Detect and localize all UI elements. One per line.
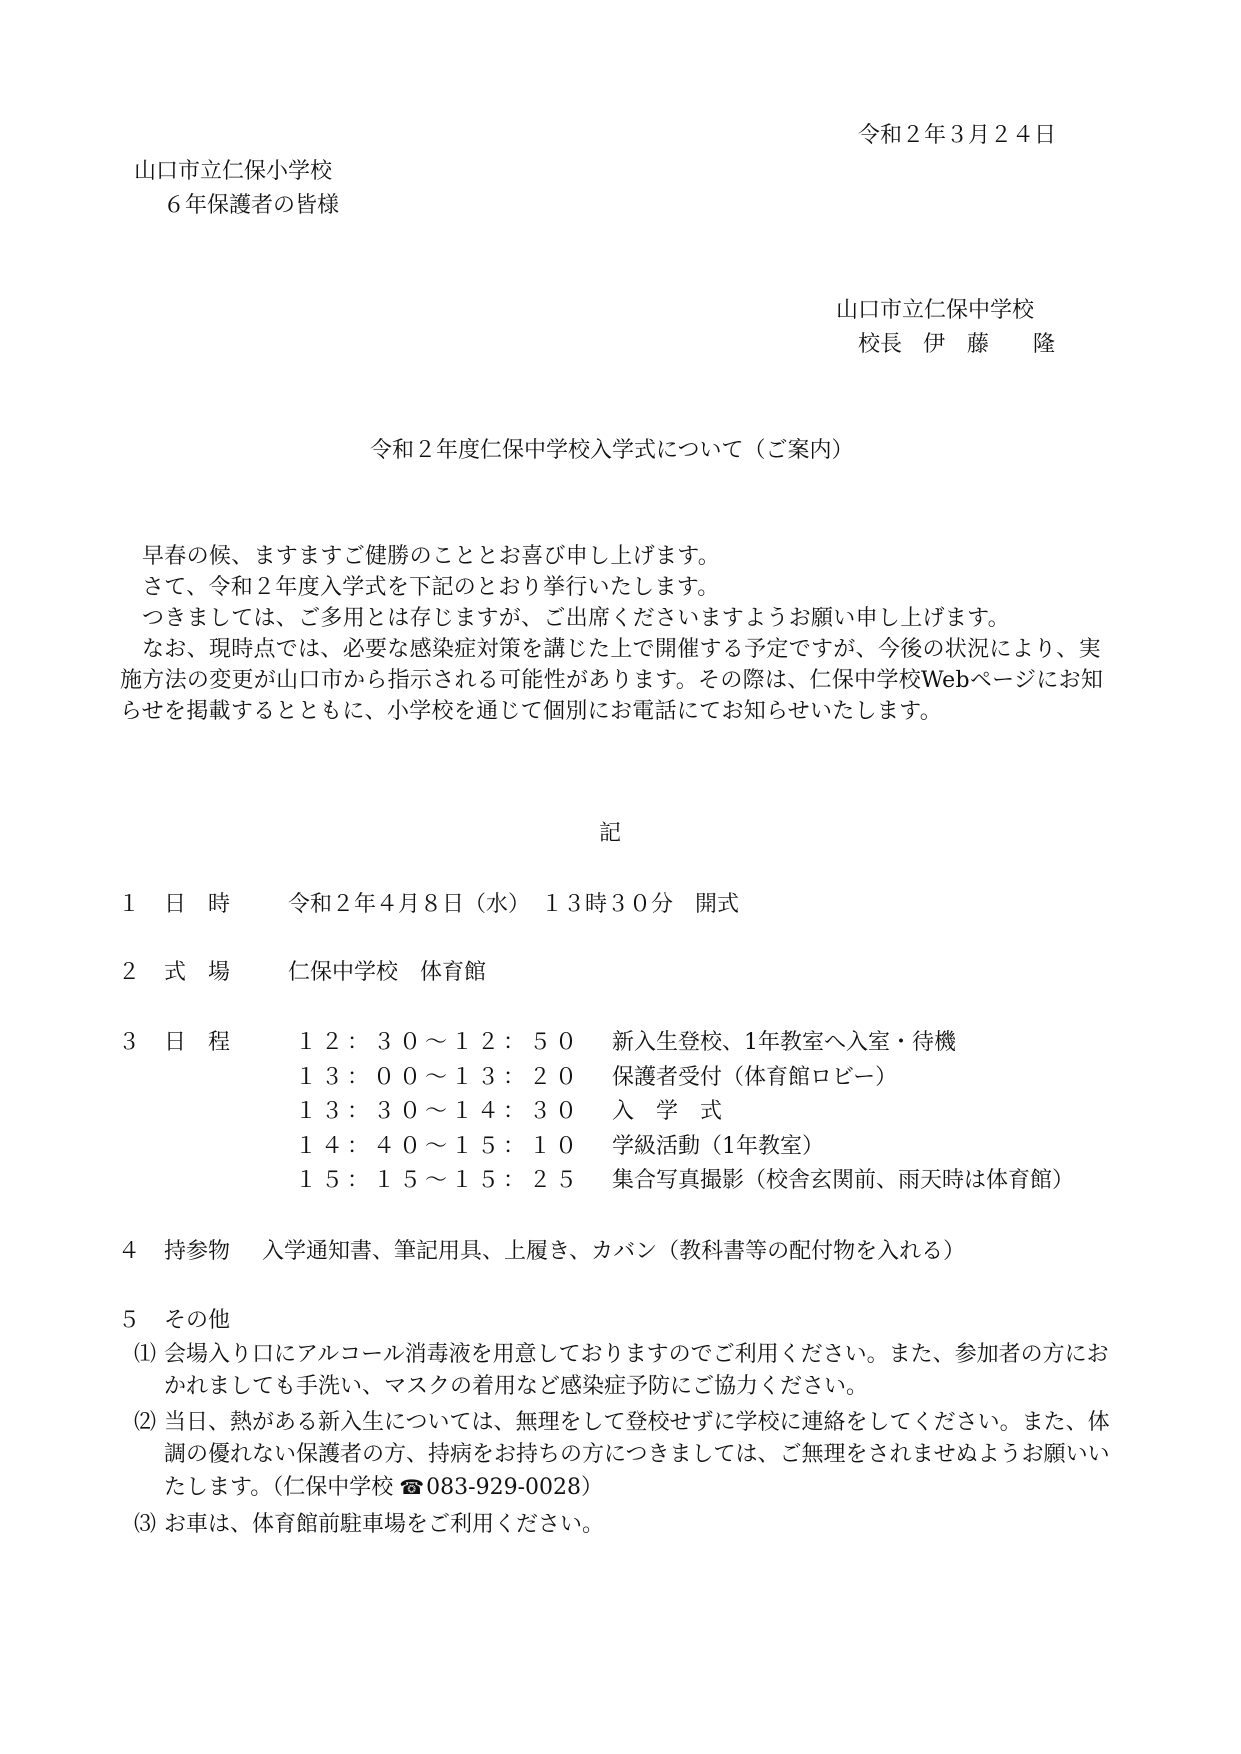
- principal-title: 校長: [858, 332, 903, 357]
- section-number: ５: [118, 1308, 141, 1333]
- section-date-time: [118, 892, 740, 917]
- section-other: [118, 1308, 231, 1333]
- recipient-parents: ６年保護者の皆様: [163, 193, 340, 218]
- item-text-close: ）: [581, 1475, 604, 1500]
- body-text: [120, 541, 1120, 727]
- principal-name: 伊 藤 隆: [923, 332, 1056, 357]
- section-label: 持参物: [164, 1239, 231, 1264]
- document-date: 令和２年３月２４日: [858, 123, 1057, 148]
- section-number: ２: [118, 960, 141, 985]
- section-label: 式 場: [164, 960, 231, 985]
- other-item-3: [134, 1509, 1124, 1541]
- item-text-block: [134, 1407, 1124, 1504]
- sender-principal: [858, 334, 1055, 356]
- schedule-activity: 新入生登校、1年教室へ入室・待機: [612, 1030, 956, 1055]
- item-text: 会場入り口にアルコール消毒液を用意しておりますのでご利用ください。また、参加者の方におかれましても手洗い、マスクの着用など感染症予防にご協力ください。: [164, 1342, 1109, 1399]
- notice-paragraph: なお、現時点では、必要な感染症対策を講じた上で開催する予定ですが、今後の状況により、実施方法の変更が山口市から指示される可能性があります。その際は、仁保中学校Webページにお知らせを掲載するとともに、小学校を通じて個別にお電話にてお知らせいたします。: [120, 637, 1104, 724]
- section-belongings: [118, 1239, 966, 1264]
- phone-number: 083-929-0028: [426, 1475, 582, 1500]
- section-value: 令和２年４月８日（水） １３時３０分 開式: [288, 892, 740, 917]
- section-number: ４: [118, 1239, 141, 1264]
- schedule-time: １３：３０～１４：３０: [295, 1099, 582, 1124]
- section-venue: [118, 960, 487, 985]
- document-title: 令和２年度仁保中学校入学式について（ご案内）: [370, 438, 854, 463]
- other-item-1: [134, 1339, 1124, 1403]
- section-number: ３: [118, 1030, 141, 1055]
- item-text: お車は、体育館前駐車場をご利用ください。: [164, 1512, 605, 1537]
- schedule-activity: 保護者受付（体育館ロビー）: [612, 1065, 898, 1090]
- section-label: その他: [164, 1308, 231, 1333]
- section-label: 日 程: [164, 1030, 231, 1055]
- other-item-2: [134, 1407, 1124, 1504]
- schedule-activity: 集合写真撮影（校舎玄関前、雨天時は体育館）: [612, 1168, 1075, 1193]
- section-schedule: [118, 1030, 231, 1055]
- item-number: ⑴: [134, 1342, 157, 1367]
- schedule-activity: 学級活動（1年教室）: [612, 1134, 824, 1159]
- announcement-paragraph: さて、令和２年度入学式を下記のとおり挙行いたします。: [142, 575, 720, 600]
- item-number: ⑶: [134, 1512, 157, 1537]
- schedule-time: １２：３０～１２：５０: [295, 1030, 582, 1055]
- telephone-icon: ☎: [399, 1475, 425, 1499]
- item-text: 当日、熱がある新入生については、無理をして登校せずに学校に連絡をしてください。また、体調の優れない保護者の方、持病をお持ちの方につきましては、ご無理をされませぬようお願いいたします。（仁保中学校: [164, 1410, 1110, 1500]
- request-paragraph: つきましては、ご多用とは存じますが、ご出席くださいますようお願い申し上げます。: [142, 606, 1010, 631]
- section-number: １: [118, 892, 141, 917]
- section-label: 日 時: [164, 892, 231, 917]
- greeting-paragraph: 早春の候、ますますご健勝のこととお喜び申し上げます。: [142, 544, 721, 569]
- section-value: 仁保中学校 体育館: [288, 960, 487, 985]
- schedule-time: １４：４０～１５：１０: [295, 1134, 582, 1159]
- section-value: 入学通知書、筆記用具、上履き、カバン（教科書等の配付物を入れる）: [262, 1239, 966, 1264]
- recipient-school: 山口市立仁保小学校: [134, 159, 333, 184]
- sender-school: 山口市立仁保中学校: [836, 298, 1035, 323]
- schedule-time: １５：１５～１５：２５: [295, 1168, 582, 1193]
- schedule-time: １３：００～１３：２０: [295, 1065, 582, 1090]
- item-number: ⑵: [134, 1410, 157, 1435]
- ki-heading: 記: [599, 821, 622, 846]
- schedule-activity: 入 学 式: [612, 1099, 723, 1124]
